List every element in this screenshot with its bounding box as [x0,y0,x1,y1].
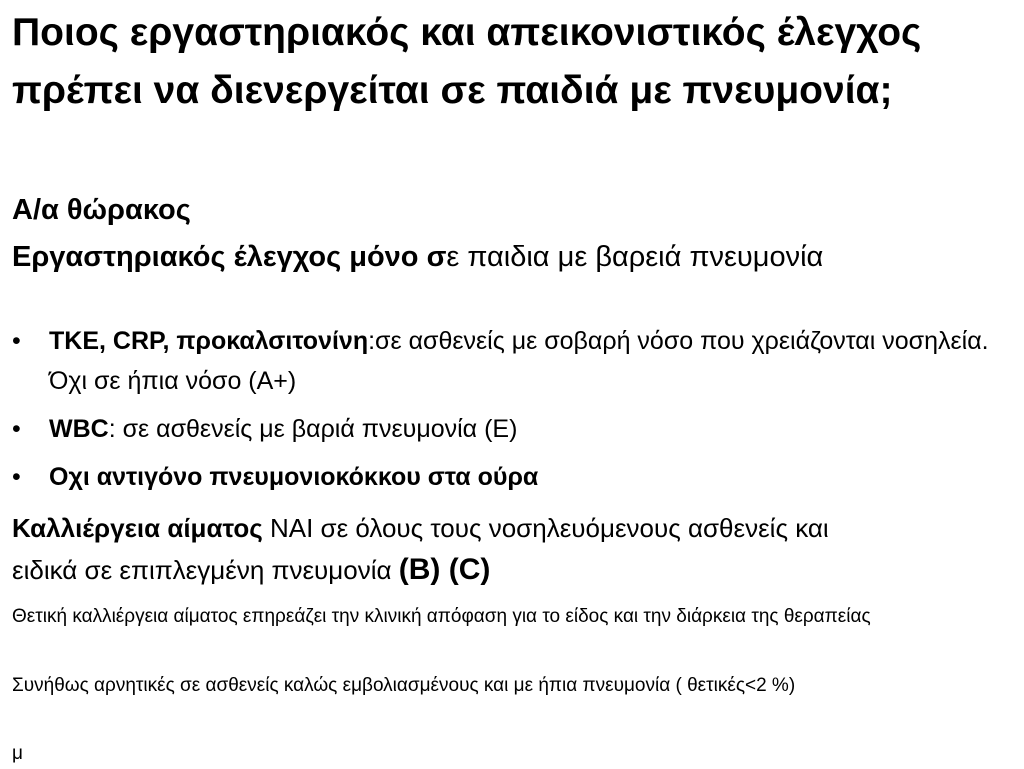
bullet-icon: • [12,415,21,443]
blood-culture-label: Καλλιέργεια αίματος [12,513,263,543]
list-item-text: : σε ασθενείς με βαριά πνευμονία (Ε) [108,415,518,443]
list-item-bold: Οχι αντιγόνο πνευμονιοκόκκου στα ούρα [49,463,539,491]
blood-culture-paragraph [12,507,872,591]
chest-xray-heading: Α/α θώρακος [12,194,191,226]
lab-tests-list [12,321,1012,505]
evidence-grades: (Β) (C) [398,553,491,586]
bullet-icon: • [12,327,21,355]
list-item [12,321,1012,401]
list-item-bold: WBC [49,415,109,443]
lab-testing-intro-text: ε παιδια με βαρειά πνευμονία [446,241,824,273]
note-positive-culture: Θετική καλλιέργεια αίματος επηρεάζει την κλινική απόφαση για το είδος και την διάρκεια της θεραπείας [12,606,871,627]
bullet-icon: • [12,463,21,491]
note-stray-text: μ [12,743,23,764]
blood-culture-text: ΝΑΙ σε όλους τους νοσηλευόμενους ασθενείς και ειδικά σε επιπλεγμένη πνευμονία [12,513,829,585]
list-item [12,409,1012,449]
list-item [12,457,1012,497]
lab-testing-intro-bold: Εργαστηριακός έλεγχος μόνο σ [12,241,447,273]
list-item-text: :σε ασθενείς με σοβαρή νόσο που χρειάζονται νοσηλεία. Όχι σε ήπια νόσο (Α+) [49,327,989,395]
list-item-bold: ΤΚΕ, CRP, προκαλσιτονίνη [49,327,369,355]
note-negative-culture: Συνήθως αρνητικές σε ασθενείς καλώς εμβολιασμένους και με ήπια πνευμονία ( θετικές<2 %) [12,675,796,696]
lab-testing-intro [12,237,912,277]
slide-title: Ποιος εργαστηριακός και απεικονιστικός έλεγχος πρέπει να διενεργείται σε παιδιά με πνευμονία; [12,11,922,112]
